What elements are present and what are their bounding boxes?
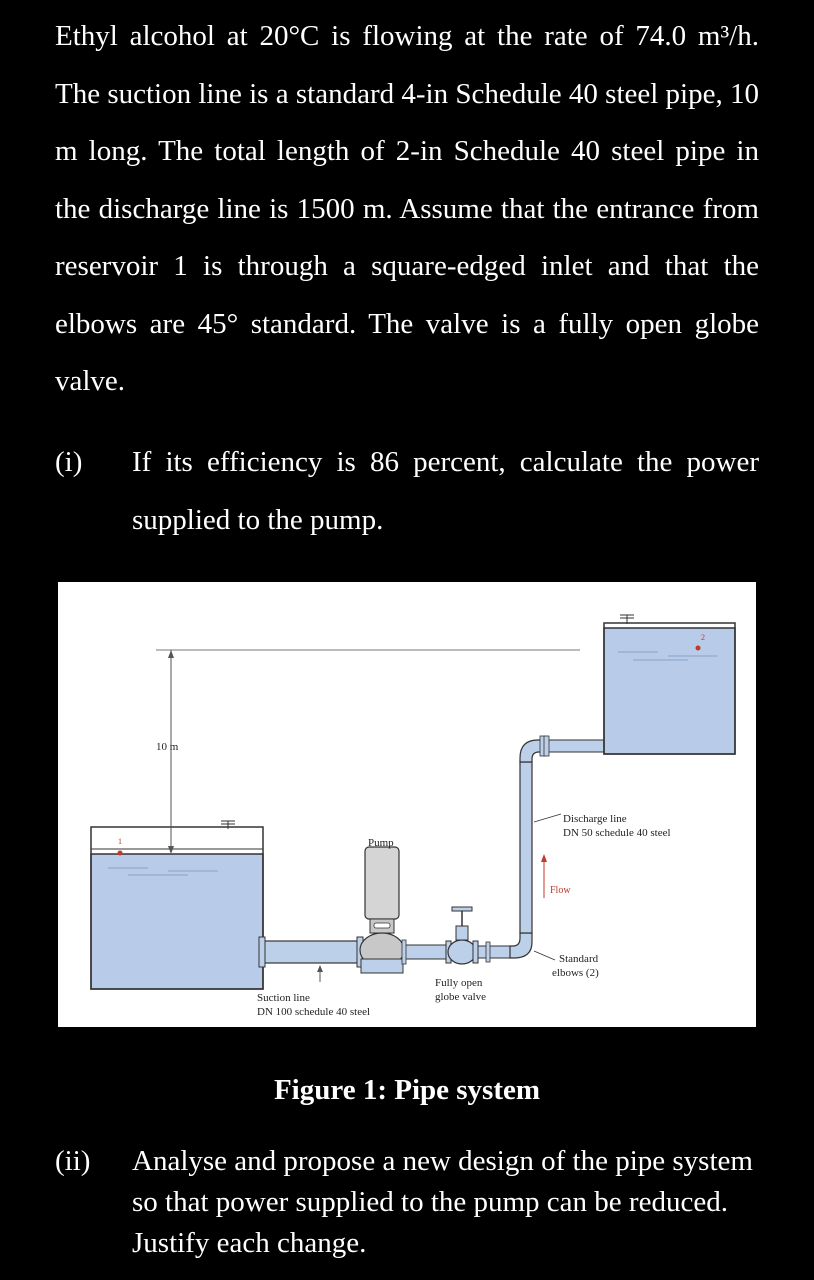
discharge-horizontal-pipe [478, 942, 510, 962]
flow-arrow-head [541, 854, 547, 862]
discharge-label-line1: Discharge line [563, 813, 627, 825]
discharge-label-line2: DN 50 schedule 40 steel [563, 827, 671, 839]
valve-label-line2: globe valve [435, 991, 487, 1003]
suction-label-line1: Suction line [257, 992, 310, 1004]
height-label: 10 m [156, 741, 179, 753]
discharge-inlet-pipe [540, 736, 604, 756]
elbow-label-line2: elbows (2) [552, 967, 599, 979]
point-2-label: 2 [701, 633, 705, 642]
suction-label-line2: DN 100 schedule 40 steel [257, 1006, 371, 1018]
pump [360, 847, 404, 973]
item-text-i: If its efficiency is 86 percent, calculate the power supplied to the pump. [132, 446, 759, 536]
pipe-system-figure [58, 582, 756, 1027]
reservoir-1 [91, 821, 263, 989]
point-1-label: 1 [118, 837, 122, 846]
figure-caption: Figure 1: Pipe system [273, 1074, 541, 1106]
height-arrow-top [168, 650, 174, 658]
suction-arrow-head [317, 965, 323, 972]
problem-intro: Ethyl alcohol at 20°C is flowing at the rate of 74.0 m³/h. The suction line is a standard 4-in Schedule 40 steel pipe, 10 m long. The total length of 2-in Schedule 40 steel pipe in the discharge line is 1500 m. Assume that the entrance from reservoir 1 is through a square-edged inlet and that the elbows are 45° standard. The valve is a fully open globe valve. [55, 20, 759, 397]
globe-valve [446, 907, 478, 964]
valve-label-line1: Fully open [435, 977, 483, 989]
discharge-leader [534, 814, 561, 822]
pump-discharge-pipe [402, 940, 446, 964]
reservoir-2 [604, 615, 735, 754]
flow-label: Flow [550, 885, 571, 896]
suction-line [259, 937, 363, 967]
elbow-leader [534, 951, 555, 960]
pump-label: Pump [368, 837, 394, 849]
item-text-ii: Analyse and propose a new design of the pipe system so that power supplied to the pump can be reduced. Justify each change. [132, 1145, 753, 1259]
point-1-marker [118, 851, 123, 856]
discharge-vertical-pipe [520, 762, 532, 933]
elbow-label-line1: Standard [559, 953, 599, 965]
point-2-marker [696, 646, 701, 651]
item-number-ii: (ii) [55, 1145, 91, 1177]
lower-elbow [510, 933, 532, 958]
item-number-i: (i) [55, 446, 83, 478]
